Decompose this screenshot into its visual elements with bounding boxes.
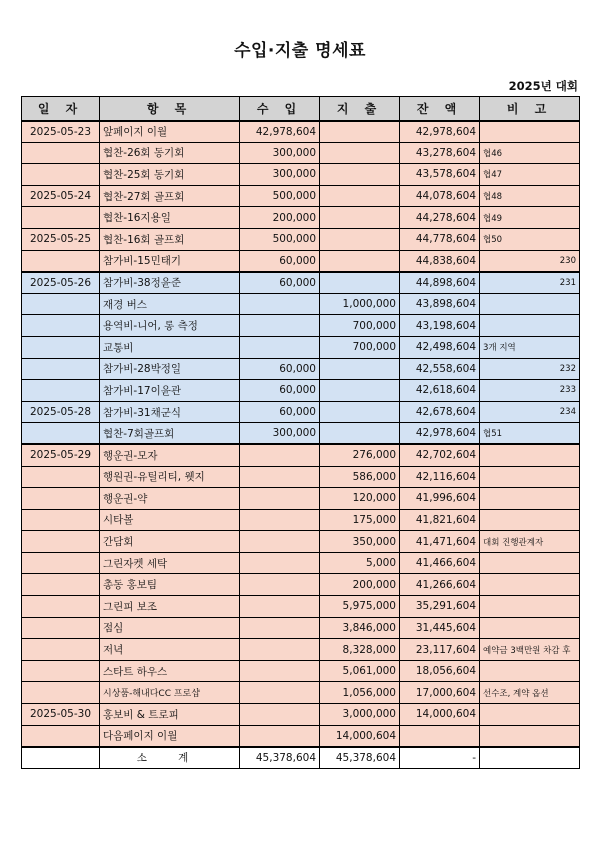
income-cell: 60,000	[240, 401, 320, 423]
item-cell: 협찬-27회 골프회	[100, 185, 240, 207]
table-row	[22, 228, 580, 250]
date-cell	[22, 336, 100, 358]
date-cell: 2025-05-26	[22, 272, 100, 294]
income-cell	[240, 531, 320, 553]
income-cell: 60,000	[240, 380, 320, 402]
header-row	[22, 97, 580, 121]
note-cell	[480, 509, 580, 531]
expense-cell: 586,000	[320, 466, 400, 488]
item-cell: 다음페이지 이월	[100, 725, 240, 747]
date-cell: 2025-05-24	[22, 185, 100, 207]
event-subtitle: 2025년 대회	[508, 79, 578, 93]
balance-cell: 23,117,604	[400, 639, 480, 661]
balance-cell: 41,996,604	[400, 488, 480, 510]
income-cell: 60,000	[240, 358, 320, 380]
date-cell	[22, 358, 100, 380]
income-cell	[240, 617, 320, 639]
item-cell: 용역비-니어, 롱 측정	[100, 315, 240, 337]
income-cell: 500,000	[240, 228, 320, 250]
balance-cell: 42,558,604	[400, 358, 480, 380]
note-cell	[480, 617, 580, 639]
item-cell: 간담회	[100, 531, 240, 553]
balance-cell: 18,056,604	[400, 660, 480, 682]
expense-cell: 700,000	[320, 336, 400, 358]
income-cell	[240, 293, 320, 315]
expense-cell: 1,000,000	[320, 293, 400, 315]
balance-cell: 44,078,604	[400, 185, 480, 207]
table-row	[22, 639, 580, 661]
table-row	[22, 617, 580, 639]
note-cell: 협47	[480, 164, 580, 186]
item-cell: 참가비-15민태기	[100, 250, 240, 272]
header-income: 수 입	[240, 97, 320, 121]
expense-cell: 5,975,000	[320, 596, 400, 618]
table-row	[22, 164, 580, 186]
expense-cell: 120,000	[320, 488, 400, 510]
income-cell	[240, 704, 320, 726]
note-cell	[480, 552, 580, 574]
note-cell	[480, 660, 580, 682]
item-cell: 재경 버스	[100, 293, 240, 315]
item-cell: 그린피 보조	[100, 596, 240, 618]
date-cell: 2025-05-23	[22, 121, 100, 143]
note-cell	[480, 293, 580, 315]
expense-cell	[320, 164, 400, 186]
balance-cell: 42,678,604	[400, 401, 480, 423]
balance-cell: 41,466,604	[400, 552, 480, 574]
date-cell	[22, 164, 100, 186]
note-cell: 선수조, 계약 옵션	[480, 682, 580, 704]
expense-cell	[320, 250, 400, 272]
balance-cell: 41,471,604	[400, 531, 480, 553]
note-cell: 234	[480, 401, 580, 423]
expense-cell: 350,000	[320, 531, 400, 553]
item-cell: 행원권-유틸리티, 웻지	[100, 466, 240, 488]
note-cell: 협49	[480, 207, 580, 229]
item-cell: 그린자켓 세탁	[100, 552, 240, 574]
note-cell	[480, 574, 580, 596]
total-row	[22, 747, 580, 769]
table-row	[22, 272, 580, 294]
table-row	[22, 358, 580, 380]
date-cell	[22, 488, 100, 510]
balance-cell: 44,838,604	[400, 250, 480, 272]
table-row	[22, 531, 580, 553]
expense-cell	[320, 142, 400, 164]
table-row	[22, 207, 580, 229]
balance-cell: 42,498,604	[400, 336, 480, 358]
expense-cell	[320, 358, 400, 380]
income-cell: 60,000	[240, 250, 320, 272]
table-row	[22, 293, 580, 315]
item-cell: 시상품-해내다CC 프로샵	[100, 682, 240, 704]
table-row	[22, 315, 580, 337]
item-cell: 점심	[100, 617, 240, 639]
header-note: 비 고	[480, 97, 580, 121]
balance-cell: 42,978,604	[400, 121, 480, 143]
balance-cell: 42,618,604	[400, 380, 480, 402]
income-cell	[240, 488, 320, 510]
note-cell	[480, 315, 580, 337]
note-cell	[480, 466, 580, 488]
balance-cell: 43,198,604	[400, 315, 480, 337]
item-cell: 앞페이지 이월	[100, 121, 240, 143]
balance-cell: 44,898,604	[400, 272, 480, 294]
ledger-body	[22, 121, 580, 747]
total-label: 소 계	[100, 747, 240, 769]
balance-cell: 44,778,604	[400, 228, 480, 250]
income-cell: 60,000	[240, 272, 320, 294]
expense-cell: 14,000,604	[320, 725, 400, 747]
item-cell: 협찬-16회 골프회	[100, 228, 240, 250]
total-date-cell	[22, 747, 100, 769]
income-cell	[240, 466, 320, 488]
note-cell: 3개 지역	[480, 336, 580, 358]
note-cell: 231	[480, 272, 580, 294]
balance-cell	[400, 725, 480, 747]
expense-cell	[320, 380, 400, 402]
income-cell	[240, 596, 320, 618]
income-cell	[240, 574, 320, 596]
balance-cell: 14,000,604	[400, 704, 480, 726]
date-cell	[22, 380, 100, 402]
date-cell	[22, 596, 100, 618]
date-cell	[22, 423, 100, 445]
table-row	[22, 488, 580, 510]
item-cell: 협찬-26회 동기회	[100, 142, 240, 164]
income-cell	[240, 639, 320, 661]
table-row	[22, 660, 580, 682]
date-cell	[22, 142, 100, 164]
date-cell	[22, 725, 100, 747]
balance-cell: 42,978,604	[400, 423, 480, 445]
header-item: 항 목	[100, 97, 240, 121]
ledger-table	[21, 96, 580, 769]
table-row	[22, 401, 580, 423]
expense-cell	[320, 228, 400, 250]
income-cell: 300,000	[240, 164, 320, 186]
income-cell	[240, 725, 320, 747]
item-cell: 시타볼	[100, 509, 240, 531]
expense-cell: 1,056,000	[320, 682, 400, 704]
item-cell: 참가비-17이윤관	[100, 380, 240, 402]
date-cell	[22, 639, 100, 661]
date-cell	[22, 531, 100, 553]
note-cell: 233	[480, 380, 580, 402]
item-cell: 참가비-28박정일	[100, 358, 240, 380]
income-cell	[240, 660, 320, 682]
date-cell: 2025-05-28	[22, 401, 100, 423]
note-cell: 예약금 3백만원 차감 후	[480, 639, 580, 661]
balance-cell: 43,578,604	[400, 164, 480, 186]
income-cell: 42,978,604	[240, 121, 320, 143]
date-cell	[22, 509, 100, 531]
expense-cell: 175,000	[320, 509, 400, 531]
item-cell: 행운권-약	[100, 488, 240, 510]
table-row	[22, 250, 580, 272]
note-cell	[480, 121, 580, 143]
date-cell: 2025-05-29	[22, 444, 100, 466]
table-row	[22, 574, 580, 596]
date-cell	[22, 682, 100, 704]
table-row	[22, 380, 580, 402]
note-cell: 230	[480, 250, 580, 272]
expense-cell	[320, 121, 400, 143]
table-row	[22, 444, 580, 466]
note-cell	[480, 444, 580, 466]
note-cell: 대회 진행관계자	[480, 531, 580, 553]
page-title: 수입·지출 명세표	[234, 41, 366, 61]
item-cell: 협찬-7회골프회	[100, 423, 240, 445]
header-balance: 잔 액	[400, 97, 480, 121]
item-cell: 참가비-38정윤준	[100, 272, 240, 294]
item-cell: 저녁	[100, 639, 240, 661]
item-cell: 행운권-모자	[100, 444, 240, 466]
note-cell: 협48	[480, 185, 580, 207]
date-cell	[22, 466, 100, 488]
income-cell	[240, 682, 320, 704]
note-cell: 협51	[480, 423, 580, 445]
item-cell: 교통비	[100, 336, 240, 358]
balance-cell: 41,266,604	[400, 574, 480, 596]
note-cell	[480, 725, 580, 747]
date-cell	[22, 250, 100, 272]
expense-cell: 8,328,000	[320, 639, 400, 661]
date-cell	[22, 293, 100, 315]
expense-cell: 5,061,000	[320, 660, 400, 682]
table-row	[22, 336, 580, 358]
income-cell	[240, 315, 320, 337]
note-cell	[480, 704, 580, 726]
balance-cell: 44,278,604	[400, 207, 480, 229]
item-cell: 협찬-25회 동기회	[100, 164, 240, 186]
expense-cell	[320, 207, 400, 229]
balance-cell: 42,702,604	[400, 444, 480, 466]
item-cell: 총동 홍보팀	[100, 574, 240, 596]
expense-cell	[320, 401, 400, 423]
expense-cell: 3,846,000	[320, 617, 400, 639]
income-cell: 300,000	[240, 142, 320, 164]
expense-cell	[320, 272, 400, 294]
date-cell	[22, 207, 100, 229]
item-cell: 협찬-16지용일	[100, 207, 240, 229]
header-expense: 지 출	[320, 97, 400, 121]
table-row	[22, 466, 580, 488]
date-cell: 2025-05-25	[22, 228, 100, 250]
header-date: 일 자	[22, 97, 100, 121]
balance-cell: 35,291,604	[400, 596, 480, 618]
note-cell	[480, 596, 580, 618]
table-row	[22, 725, 580, 747]
income-cell	[240, 509, 320, 531]
expense-cell	[320, 423, 400, 445]
table-row	[22, 142, 580, 164]
balance-cell: 31,445,604	[400, 617, 480, 639]
table-row	[22, 509, 580, 531]
balance-cell: 17,000,604	[400, 682, 480, 704]
expense-cell: 3,000,000	[320, 704, 400, 726]
item-cell: 스타트 하우스	[100, 660, 240, 682]
note-cell: 협46	[480, 142, 580, 164]
note-cell: 협50	[480, 228, 580, 250]
income-cell	[240, 552, 320, 574]
table-row	[22, 423, 580, 445]
expense-cell: 200,000	[320, 574, 400, 596]
note-cell: 232	[480, 358, 580, 380]
table-row	[22, 682, 580, 704]
table-row	[22, 704, 580, 726]
total-income: 45,378,604	[240, 747, 320, 769]
income-cell	[240, 444, 320, 466]
table-row	[22, 185, 580, 207]
date-cell: 2025-05-30	[22, 704, 100, 726]
expense-cell: 5,000	[320, 552, 400, 574]
total-expense: 45,378,604	[320, 747, 400, 769]
balance-cell: 42,116,604	[400, 466, 480, 488]
income-cell: 300,000	[240, 423, 320, 445]
item-cell: 홍보비 & 트로피	[100, 704, 240, 726]
table-row	[22, 552, 580, 574]
expense-cell: 700,000	[320, 315, 400, 337]
item-cell: 참가비-31채군식	[100, 401, 240, 423]
date-cell	[22, 617, 100, 639]
total-balance: -	[400, 747, 480, 769]
table-row	[22, 121, 580, 143]
balance-cell: 41,821,604	[400, 509, 480, 531]
balance-cell: 43,278,604	[400, 142, 480, 164]
date-cell	[22, 315, 100, 337]
date-cell	[22, 660, 100, 682]
date-cell	[22, 552, 100, 574]
expense-cell	[320, 185, 400, 207]
note-cell	[480, 488, 580, 510]
expense-cell: 276,000	[320, 444, 400, 466]
income-cell: 500,000	[240, 185, 320, 207]
income-cell: 200,000	[240, 207, 320, 229]
date-cell	[22, 574, 100, 596]
total-note	[480, 747, 580, 769]
balance-cell: 43,898,604	[400, 293, 480, 315]
income-cell	[240, 336, 320, 358]
table-row	[22, 596, 580, 618]
